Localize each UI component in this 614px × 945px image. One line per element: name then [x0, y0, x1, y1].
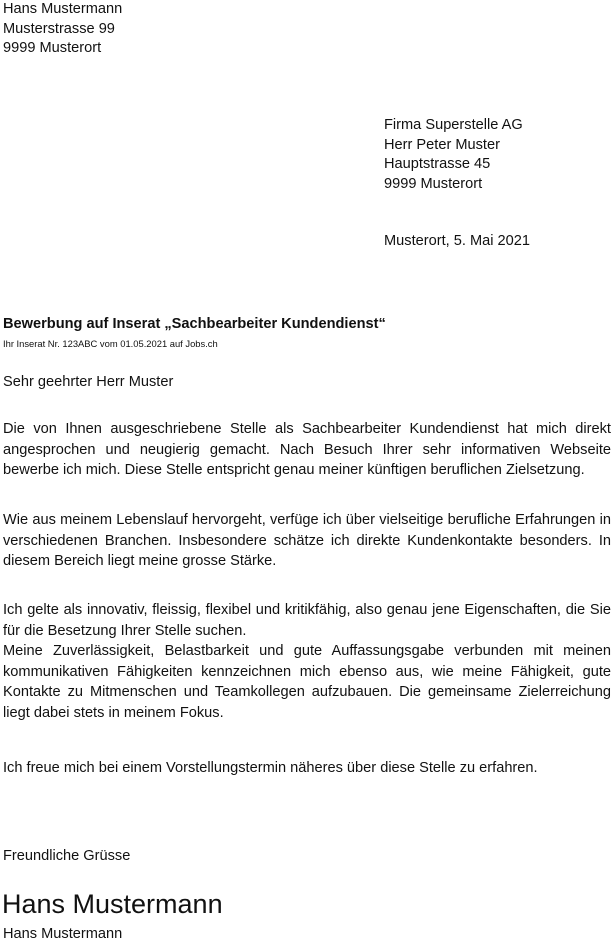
sender-address — [3, 0, 122, 59]
paragraph-text: Wie aus meinem Lebenslauf hervorgeht, verfüge ich über vielseitige berufliche Erfahrungen in verschiedenen Branchen. Insbesondere schätze ich direkte Kundenkontakte besonders. In diesem Bereich liegt meine grosse Stärke. — [3, 512, 611, 569]
body-paragraph-2 — [3, 510, 611, 572]
recipient-street: Hauptstrasse 45 — [384, 156, 491, 172]
letter-date: Musterort, 5. Mai 2021 — [384, 233, 531, 249]
signature: Hans Mustermann — [2, 889, 223, 919]
ad-reference: Ihr Inserat Nr. 123ABC vom 01.05.2021 auf Jobs.ch — [3, 338, 218, 349]
sender-city: 9999 Musterort — [3, 40, 102, 56]
printed-name: Hans Mustermann — [3, 926, 123, 942]
recipient-contact: Herr Peter Muster — [384, 136, 500, 153]
recipient-address — [384, 116, 523, 194]
salutation: Sehr geehrter Herr Muster — [3, 374, 174, 390]
closing: Freundliche Grüsse — [3, 848, 131, 864]
sender-street: Musterstrasse 99 — [3, 20, 115, 37]
recipient-company: Firma Superstelle AG — [384, 117, 523, 133]
body-paragraph-1 — [3, 419, 611, 481]
paragraph-text: Die von Ihnen ausgeschriebene Stelle als Sachbearbeiter Kundendienst hat mich direkt angesprochen und neugierig gemacht. Nach Besuch Ihrer sehr informativen Webseite bewerbe ich mich. Diese Stelle entspricht genau meiner künftigen beruflichen Zielsetzung. — [3, 421, 611, 478]
body-paragraph-4 — [3, 758, 611, 779]
body-paragraph-3 — [3, 600, 611, 723]
recipient-city: 9999 Musterort — [384, 175, 483, 192]
letter-subject: Bewerbung auf Inserat „Sachbearbeiter Kundendienst“ — [3, 316, 386, 332]
sender-name: Hans Mustermann — [3, 1, 123, 17]
paragraph-text: Meine Zuverlässigkeit, Belastbarkeit und gute Auffassungsgabe verbunden mit meinen kommunikativen Fähigkeiten kennzeichnen mich ebenso aus, wie meine Fähigkeit, gute Kontakte zu Mitmenschen und Teamkollegen aufzubauen. Die gemeinsame Zielerreichung liegt dabei stets in meinem Fokus. — [3, 643, 611, 721]
paragraph-text: Ich freue mich bei einem Vorstellungstermin näheres über diese Stelle zu erfahren. — [3, 760, 538, 776]
paragraph-text: Ich gelte als innovativ, fleissig, flexibel und kritikfähig, also genau jene Eigenschaften, die Sie für die Besetzung Ihrer Stelle suchen. — [3, 602, 611, 639]
